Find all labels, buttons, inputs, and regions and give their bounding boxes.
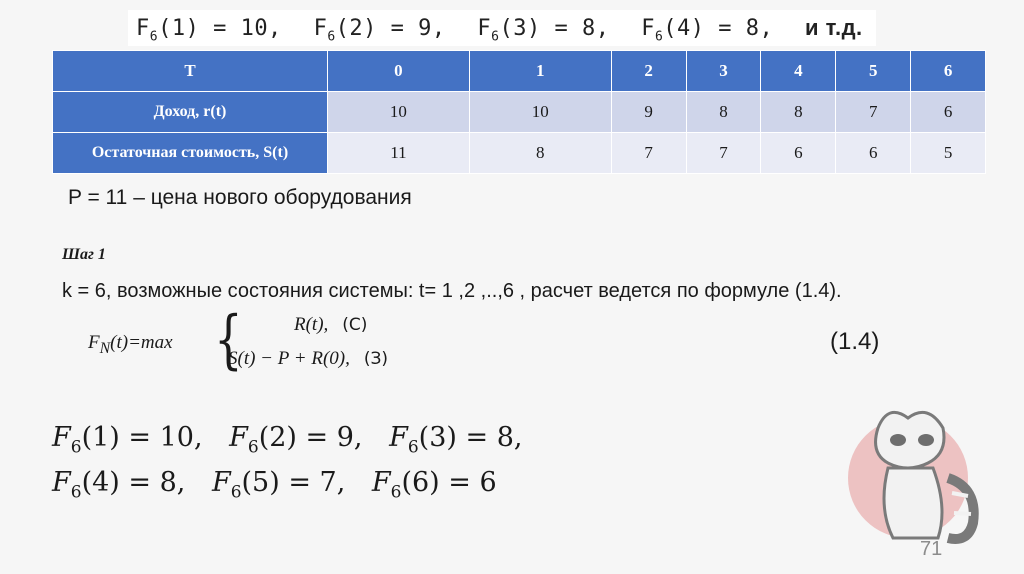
row-label-cell: Остаточная стоимость, S(t) bbox=[53, 133, 328, 174]
raccoon-mascot-icon bbox=[848, 398, 988, 548]
table-cell: 6 bbox=[911, 92, 986, 133]
equation-number: (1.4) bbox=[830, 328, 880, 355]
header-cell: 5 bbox=[836, 51, 911, 92]
formula-lhs-rest: (t)=max bbox=[110, 332, 173, 353]
top-formula-banner bbox=[128, 10, 876, 46]
table-cell: 10 bbox=[328, 92, 470, 133]
result-subscript: 6 bbox=[230, 482, 242, 503]
value: = 8, bbox=[554, 16, 610, 41]
table-cell: 8 bbox=[686, 92, 761, 133]
top-formula-item bbox=[136, 16, 282, 45]
result-value: (3) = 8, bbox=[418, 422, 523, 453]
formula-function: F bbox=[88, 332, 100, 353]
header-cell: 4 bbox=[761, 51, 836, 92]
result-function: F bbox=[52, 422, 71, 453]
value: = 8, bbox=[718, 16, 774, 41]
price-line: P = 11 – цена нового оборудования bbox=[68, 186, 412, 209]
result-function: F bbox=[389, 422, 408, 453]
result-item bbox=[389, 422, 523, 458]
top-formula-item bbox=[313, 16, 446, 45]
etc-label: и т.д. bbox=[805, 15, 863, 40]
table-cell: 7 bbox=[836, 92, 911, 133]
header-cell: 1 bbox=[469, 51, 611, 92]
function-symbol: F bbox=[477, 16, 492, 41]
subscript: 6 bbox=[654, 29, 664, 45]
header-cell: 2 bbox=[611, 51, 686, 92]
result-function: F bbox=[371, 467, 391, 499]
table-cell: 7 bbox=[686, 133, 761, 174]
formula-case-2 bbox=[228, 348, 388, 370]
results-line bbox=[52, 420, 540, 465]
formula-lhs bbox=[88, 332, 173, 358]
function-symbol: F bbox=[313, 16, 328, 41]
formula-subscript: N bbox=[99, 339, 111, 357]
result-item bbox=[52, 422, 203, 458]
result-function: F bbox=[211, 467, 231, 499]
table-header-row bbox=[53, 51, 986, 92]
header-label-cell: T bbox=[53, 51, 328, 92]
result-value: (2) = 9, bbox=[258, 422, 363, 453]
result-subscript: 6 bbox=[390, 482, 402, 503]
brace-symbol: { bbox=[214, 303, 243, 377]
page-number: 71 bbox=[920, 538, 943, 560]
result-item bbox=[52, 467, 186, 503]
value: = 9, bbox=[390, 16, 446, 41]
table-cell: 10 bbox=[469, 92, 611, 133]
table-cell: 11 bbox=[328, 133, 470, 174]
data-table bbox=[52, 50, 986, 174]
result-value: (6) = 6 bbox=[401, 467, 497, 499]
function-symbol: F bbox=[136, 16, 150, 41]
k-line: k = 6, возможные состояния системы: t= 1 ,2 ,..,6 , расчет ведется по формуле (1.4). bbox=[62, 280, 842, 302]
argument: (3) bbox=[499, 16, 541, 41]
table-cell: 8 bbox=[469, 133, 611, 174]
result-subscript: 6 bbox=[247, 437, 259, 458]
function-symbol: F bbox=[641, 16, 655, 41]
argument: (2) bbox=[335, 16, 377, 41]
argument: (1) bbox=[158, 16, 200, 41]
table-row bbox=[53, 92, 986, 133]
result-value: (5) = 7, bbox=[241, 467, 346, 499]
table-cell: 5 bbox=[911, 133, 986, 174]
top-formula-item bbox=[641, 16, 774, 45]
table-row bbox=[53, 133, 986, 174]
subscript: 6 bbox=[491, 29, 500, 45]
result-value: (4) = 8, bbox=[81, 467, 186, 499]
result-function: F bbox=[229, 422, 248, 453]
table-cell: 9 bbox=[611, 92, 686, 133]
result-subscript: 6 bbox=[70, 437, 82, 458]
result-value: (1) = 10, bbox=[81, 422, 203, 453]
table-cell: 6 bbox=[761, 133, 836, 174]
subscript: 6 bbox=[149, 29, 159, 45]
results-block bbox=[52, 420, 540, 511]
results-line bbox=[52, 465, 540, 510]
table-cell: 8 bbox=[761, 92, 836, 133]
table-cell: 7 bbox=[611, 133, 686, 174]
case-1-note: (С) bbox=[342, 315, 368, 335]
case-2-expression: S(t) − P + R(0), bbox=[228, 348, 350, 369]
result-item bbox=[211, 467, 346, 503]
argument: (4) bbox=[663, 16, 705, 41]
result-subscript: 6 bbox=[70, 482, 82, 503]
formula-block bbox=[88, 303, 508, 380]
result-item bbox=[371, 467, 497, 503]
top-formula-item bbox=[477, 16, 610, 45]
table-cell: 6 bbox=[836, 133, 911, 174]
header-cell: 3 bbox=[686, 51, 761, 92]
step-title: Шаг 1 bbox=[62, 246, 106, 263]
header-cell: 6 bbox=[911, 51, 986, 92]
value: = 10, bbox=[213, 16, 282, 41]
case-1-expression: R(t), bbox=[294, 314, 329, 335]
subscript: 6 bbox=[327, 29, 336, 45]
header-cell: 0 bbox=[328, 51, 470, 92]
result-function: F bbox=[52, 467, 71, 499]
case-2-note: (З) bbox=[363, 349, 389, 369]
result-item bbox=[229, 422, 363, 458]
formula-case-1 bbox=[294, 314, 367, 336]
row-label-cell: Доход, r(t) bbox=[53, 92, 328, 133]
result-subscript: 6 bbox=[407, 437, 419, 458]
